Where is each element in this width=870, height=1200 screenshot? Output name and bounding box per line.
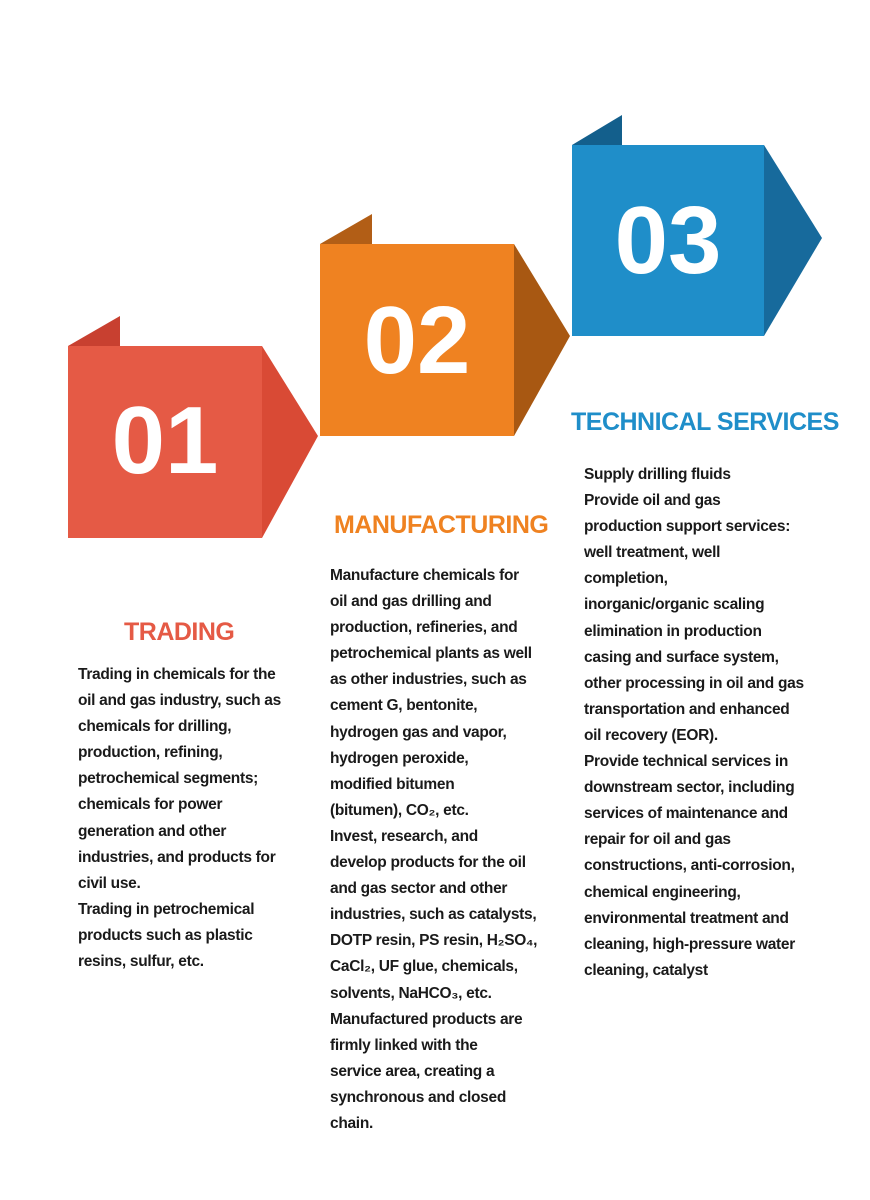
description-line: Supply drilling fluids [584, 466, 731, 483]
step-3-arrow [764, 145, 822, 336]
description-line: Trading in chemicals for the [78, 666, 276, 683]
description-line: cement G, bentonite, [330, 697, 478, 715]
description-line: and gas sector and other [330, 880, 508, 898]
description-line: resins, sulfur, etc. [78, 953, 204, 971]
step-2-number: 02 [363, 287, 471, 394]
description-line: environmental treatment and [584, 909, 789, 927]
description-line: production, refining, [78, 744, 223, 762]
description-line: Invest, research, and [330, 827, 478, 845]
description-line: develop products for the oil [330, 854, 526, 872]
step-2-description [330, 563, 555, 1137]
description-line: cleaning, high-pressure water [584, 935, 795, 953]
description-line: synchronous and closed [330, 1088, 506, 1106]
step-2-title: MANUFACTURING [334, 511, 549, 539]
description-line: oil and gas industry, such as [78, 692, 281, 710]
description-line: other processing in oil and gas [584, 674, 804, 692]
description-line: chemical engineering, [584, 883, 741, 901]
description-line: oil and gas drilling and [330, 593, 492, 611]
step-1-description [78, 662, 288, 975]
description-line: solvents, NaHCO₃, etc. [330, 984, 492, 1002]
description-line: industries, and products for [78, 848, 276, 866]
description-line: production support services: [584, 518, 791, 536]
description-line: chemicals for power [78, 796, 223, 814]
description-line: well treatment, well [584, 544, 721, 562]
description-line: CaCl₂, UF glue, chemicals, [330, 958, 518, 976]
description-line: Provide oil and gas [584, 492, 721, 510]
step-2-fold [320, 214, 372, 244]
description-line: chemicals for drilling, [78, 718, 232, 736]
description-line: transportation and enhanced [584, 700, 790, 718]
description-line: repair for oil and gas [584, 831, 731, 849]
step-3-title: TECHNICAL SERVICES [571, 408, 839, 436]
description-line: downstream sector, including [584, 779, 795, 797]
description-line: constructions, anti-corrosion, [584, 857, 795, 875]
description-line: completion, [584, 570, 668, 588]
description-line: Manufacture chemicals for [330, 567, 519, 584]
step-1-title: TRADING [124, 618, 235, 646]
description-line: modified bitumen [330, 775, 455, 793]
description-line: oil recovery (EOR). [584, 726, 718, 744]
description-line: hydrogen gas and vapor, [330, 723, 507, 741]
step-2-arrow [514, 244, 570, 436]
description-line: service area, creating a [330, 1062, 495, 1080]
description-line: services of maintenance and [584, 805, 788, 823]
description-line: Manufactured products are [330, 1010, 523, 1028]
description-line: as other industries, such as [330, 671, 527, 689]
description-line: chain. [330, 1114, 373, 1132]
description-line: generation and other [78, 822, 227, 840]
description-line: firmly linked with the [330, 1036, 478, 1054]
description-line: hydrogen peroxide, [330, 749, 469, 767]
description-line: casing and surface system, [584, 648, 779, 666]
description-line: products such as plastic [78, 926, 253, 944]
step-3-description [584, 462, 824, 984]
description-line: petrochemical plants as well [330, 645, 532, 663]
description-line: civil use. [78, 874, 141, 892]
step-1-block [68, 316, 318, 538]
description-line: petrochemical segments; [78, 770, 259, 788]
description-line: DOTP resin, PS resin, H₂SO₄, [330, 932, 538, 950]
step-3-number: 03 [614, 187, 722, 294]
step-1-number: 01 [111, 387, 219, 494]
step-3-block [572, 115, 822, 336]
description-line: Trading in petrochemical [78, 900, 255, 918]
description-line: inorganic/organic scaling [584, 596, 765, 614]
description-line: industries, such as catalysts, [330, 906, 537, 924]
description-line: Provide technical services in [584, 753, 789, 771]
step-1-arrow [262, 346, 318, 538]
step-1-fold [68, 316, 120, 346]
step-3-fold [572, 115, 622, 145]
description-line: production, refineries, and [330, 619, 518, 637]
description-line: cleaning, catalyst [584, 961, 708, 979]
step-2-block [320, 214, 570, 436]
description-line: (bitumen), CO₂, etc. [330, 801, 469, 819]
description-line: elimination in production [584, 622, 762, 640]
